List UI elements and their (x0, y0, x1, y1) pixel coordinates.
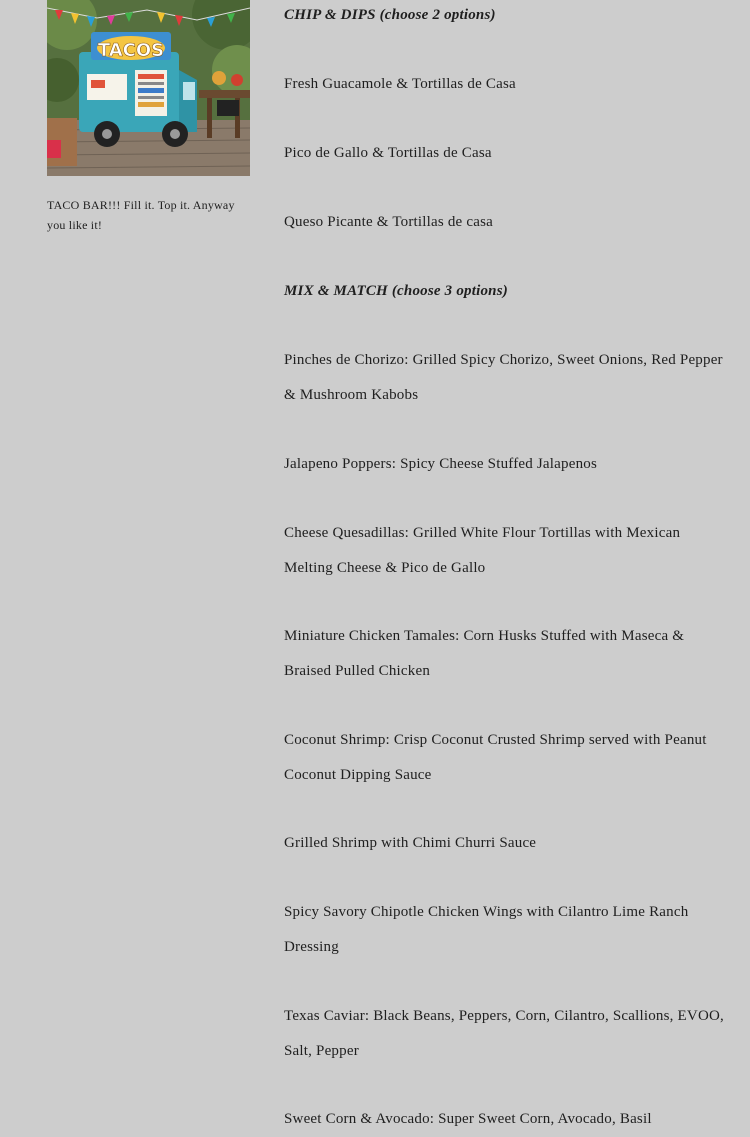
menu-item: Miniature Chicken Tamales: Corn Husks Stuffed with Maseca & Braised Pulled Chicken (284, 628, 685, 679)
section-heading-chip-dips: CHIP & DIPS (choose 2 options) (284, 7, 496, 23)
menu-item: Coconut Shrimp: Crisp Coconut Crusted Shrimp served with Peanut Coconut Dipping Sauce (284, 732, 707, 783)
menu-item: Jalapeno Poppers: Spicy Cheese Stuffed Jalapenos (284, 456, 598, 472)
photo-caption: TACO BAR!!! Fill it. Top it. Anyway you like it! (47, 198, 235, 232)
tacos-sign-text: TACOS (97, 40, 165, 61)
menu-item: Spicy Savory Chipotle Chicken Wings with Cilantro Lime Ranch Dressing (284, 904, 689, 955)
menu-item: Texas Caviar: Black Beans, Peppers, Corn, Cilantro, Scallions, EVOO, Salt, Pepper (284, 1008, 724, 1059)
menu-item: Grilled Shrimp with Chimi Churri Sauce (284, 835, 537, 851)
section-heading-mix-match: MIX & MATCH (choose 3 options) (284, 283, 508, 299)
menu-item: Cheese Quesadillas: Grilled White Flour Tortillas with Mexican Melting Cheese & Pico de Gallo (284, 525, 681, 576)
taco-truck-photo (47, 0, 250, 176)
menu-item: Pinches de Chorizo: Grilled Spicy Chorizo, Sweet Onions, Red Pepper & Mushroom Kabobs (284, 352, 723, 403)
menu-item: Pico de Gallo & Tortillas de Casa (284, 145, 492, 161)
menu-item: Queso Picante & Tortillas de casa (284, 214, 493, 230)
menu-item: Sweet Corn & Avocado: Super Sweet Corn, Avocado, Basil (284, 1111, 652, 1127)
menu-item: Fresh Guacamole & Tortillas de Casa (284, 76, 516, 92)
sidebar (47, 0, 250, 235)
